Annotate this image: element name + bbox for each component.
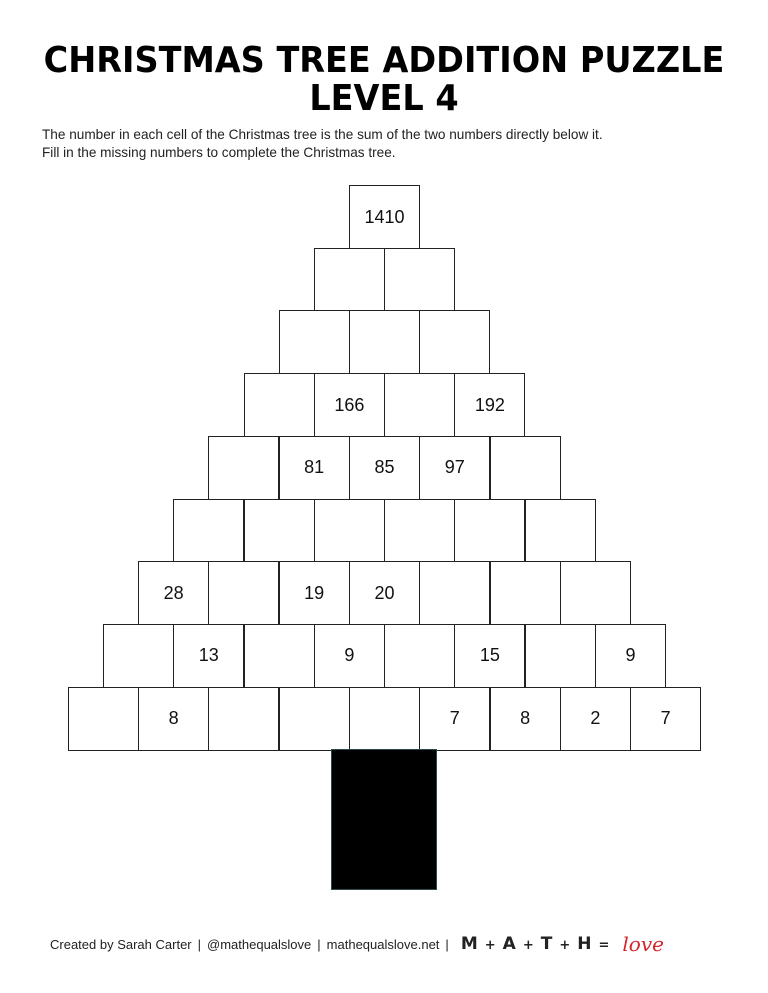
given-number-cell: 192 <box>454 373 525 437</box>
given-number-cell: 9 <box>314 624 385 688</box>
logo-letter-a: A <box>502 934 517 954</box>
tree-trunk <box>331 749 437 890</box>
given-number-cell: 8 <box>490 687 561 751</box>
empty-cell[interactable] <box>244 499 315 563</box>
empty-cell[interactable] <box>279 687 350 751</box>
empty-cell[interactable] <box>384 373 455 437</box>
given-number-cell: 2 <box>560 687 631 751</box>
logo-plus: + <box>559 938 572 953</box>
footer-author: Created by Sarah Carter <box>50 936 192 952</box>
footer-separator: | <box>197 936 202 952</box>
empty-cell[interactable] <box>208 687 279 751</box>
empty-cell[interactable] <box>173 499 244 563</box>
given-number-cell: 7 <box>630 687 701 751</box>
given-number-cell: 19 <box>279 561 350 625</box>
logo-plus: + <box>484 938 497 953</box>
empty-cell[interactable] <box>384 624 455 688</box>
math-equals-love-logo <box>461 934 617 954</box>
empty-cell[interactable] <box>279 310 350 374</box>
empty-cell[interactable] <box>244 624 315 688</box>
empty-cell[interactable] <box>103 624 174 688</box>
given-number-cell: 1410 <box>349 185 420 249</box>
given-number-cell: 7 <box>419 687 490 751</box>
empty-cell[interactable] <box>208 561 279 625</box>
footer <box>50 932 664 956</box>
footer-separator: | <box>445 936 449 952</box>
empty-cell[interactable] <box>454 499 525 563</box>
empty-cell[interactable] <box>419 561 490 625</box>
given-number-cell: 20 <box>349 561 420 625</box>
logo-letter-m: M <box>460 934 479 954</box>
empty-cell[interactable] <box>384 499 455 563</box>
footer-website: mathequalslove.net <box>326 936 440 952</box>
given-number-cell: 85 <box>349 436 420 500</box>
empty-cell[interactable] <box>560 561 631 625</box>
logo-plus: + <box>522 938 535 953</box>
empty-cell[interactable] <box>384 248 455 312</box>
empty-cell[interactable] <box>490 561 561 625</box>
logo-letter-t: T <box>540 934 554 954</box>
empty-cell[interactable] <box>349 310 420 374</box>
logo-letter-h: H <box>577 934 593 954</box>
logo-equals: = <box>598 938 611 953</box>
logo-love-script: love <box>622 932 664 956</box>
empty-cell[interactable] <box>314 499 385 563</box>
given-number-cell: 166 <box>314 373 385 437</box>
empty-cell[interactable] <box>419 310 490 374</box>
given-number-cell: 81 <box>279 436 350 500</box>
empty-cell[interactable] <box>525 499 596 563</box>
empty-cell[interactable] <box>244 373 315 437</box>
given-number-cell: 15 <box>454 624 525 688</box>
empty-cell[interactable] <box>68 687 139 751</box>
empty-cell[interactable] <box>490 436 561 500</box>
given-number-cell: 97 <box>419 436 490 500</box>
given-number-cell: 9 <box>595 624 666 688</box>
footer-handle: @mathequalslove <box>207 936 312 952</box>
empty-cell[interactable] <box>314 248 385 312</box>
empty-cell[interactable] <box>208 436 279 500</box>
instructions-line-2: Fill in the missing numbers to complete the Christmas tree. <box>42 145 396 160</box>
puzzle-level: LEVEL 4 <box>309 78 459 119</box>
footer-separator: | <box>317 936 321 952</box>
given-number-cell: 13 <box>173 624 244 688</box>
empty-cell[interactable] <box>525 624 596 688</box>
given-number-cell: 8 <box>138 687 209 751</box>
instructions-line-1: The number in each cell of the Christmas tree is the sum of the two numbers directly below it. <box>42 127 603 142</box>
puzzle-title: CHRISTMAS TREE ADDITION PUZZLE <box>43 40 725 81</box>
empty-cell[interactable] <box>349 687 420 751</box>
given-number-cell: 28 <box>138 561 209 625</box>
